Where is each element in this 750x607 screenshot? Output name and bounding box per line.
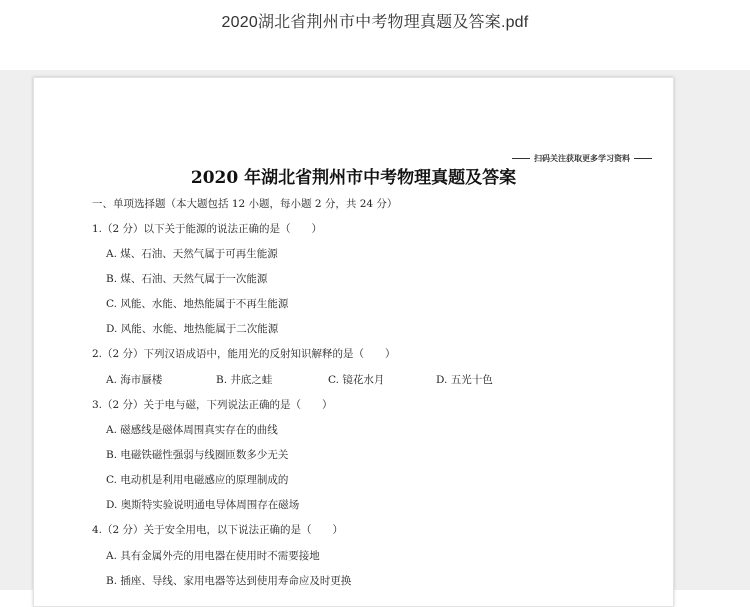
question-2-stem: 2.（2 分）下列汉语成语中，能用光的反射知识解释的是（ ） (92, 348, 396, 360)
question-2-option-c: C. 镜花水月 (328, 374, 385, 386)
question-1-option-c: C. 风能、水能、地热能属于不再生能源 (106, 298, 289, 310)
promo-text: 扫码关注获取更多学习资料 (534, 154, 630, 163)
question-4-option-b: B. 插座、导线、家用电器等达到使用寿命应及时更换 (106, 575, 352, 587)
question-4-stem: 4.（2 分）关于安全用电，以下说法正确的是（ ） (92, 524, 344, 536)
question-1-option-d: D. 风能、水能、地热能属于二次能源 (106, 323, 279, 335)
question-3-option-c: C. 电动机是利用电磁感应的原理制成的 (106, 474, 289, 486)
promo-left-dash (512, 158, 530, 159)
title-bar (0, 0, 750, 70)
question-3-option-b: B. 电磁铁磁性强弱与线圈匝数多少无关 (106, 449, 289, 461)
question-3-option-d: D. 奥斯特实验说明通电导体周围存在磁场 (106, 499, 300, 511)
section-heading: 一、单项选择题（本大题包括 12 小题，每小题 2 分，共 24 分） (92, 198, 398, 210)
question-2-option-b: B. 井底之蛙 (216, 374, 273, 386)
pdf-page (33, 77, 674, 607)
document-filename: 2020湖北省荆州市中考物理真题及答案.pdf (221, 14, 529, 31)
question-1-option-b: B. 煤、石油、天然气属于一次能源 (106, 273, 268, 285)
document-title: 2020 年湖北省荆州市中考物理真题及答案 (190, 168, 517, 188)
question-2-option-d: D. 五光十色 (436, 374, 493, 386)
promo-right-dash (634, 158, 652, 159)
question-2-option-a: A. 海市蜃楼 (106, 374, 163, 386)
question-3-stem: 3.（2 分）关于电与磁，下列说法正确的是（ ） (92, 399, 333, 411)
question-3-option-a: A. 磁感线是磁体周围真实存在的曲线 (106, 424, 278, 436)
question-1-stem: 1.（2 分）以下关于能源的说法正确的是（ ） (92, 223, 323, 235)
question-1-option-a: A. 煤、石油、天然气属于可再生能源 (106, 248, 278, 260)
question-4-option-a: A. 具有金属外壳的用电器在使用时不需要接地 (106, 550, 320, 562)
